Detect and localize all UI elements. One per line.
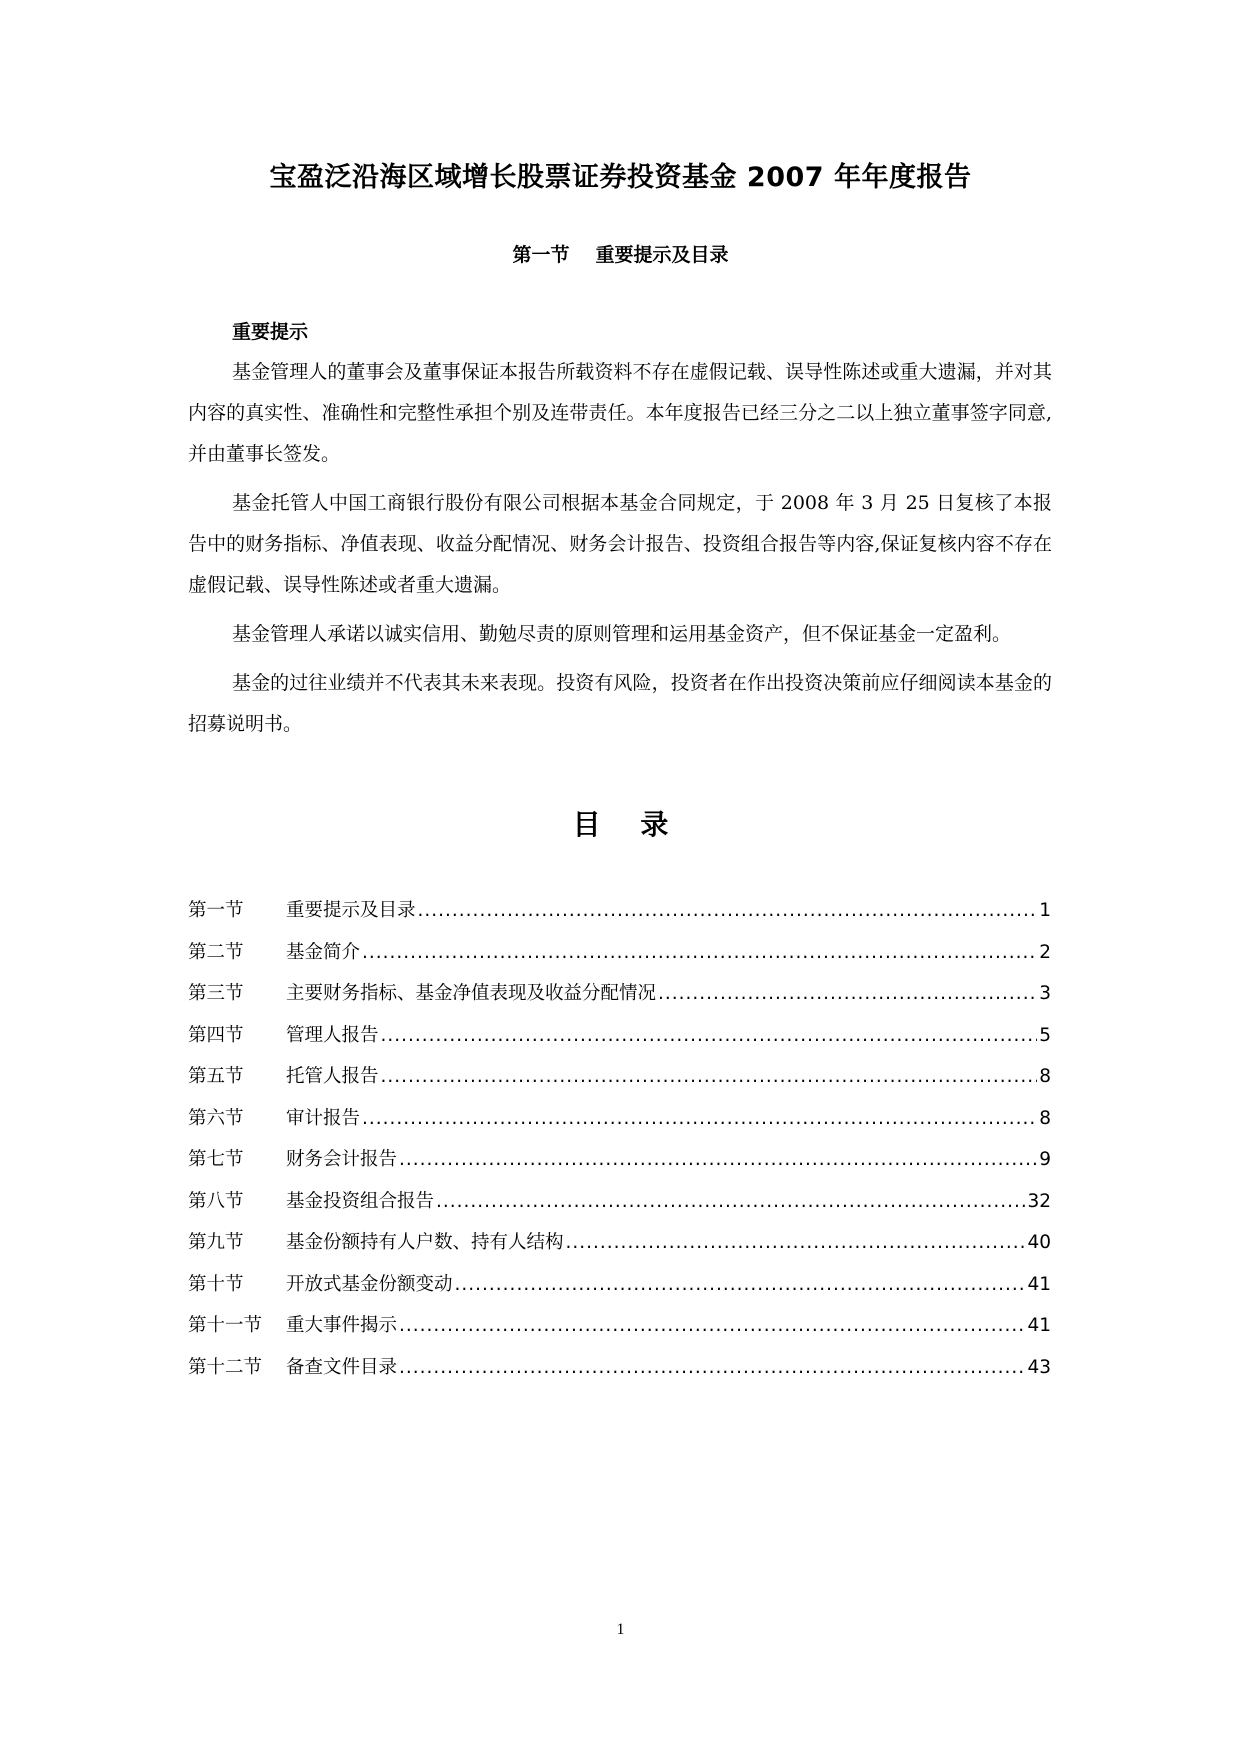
notice-paragraph: 基金管理人承诺以诚实信用、勤勉尽责的原则管理和运用基金资产，但不保证基金一定盈利。: [232, 623, 1012, 645]
section-heading-number: 第一节: [512, 244, 570, 266]
toc-section-title: 主要财务指标、基金净值表现及收益分配情况: [286, 983, 657, 1004]
section-heading-name: 重要提示及目录: [595, 244, 729, 266]
toc-section-number: 第八节: [188, 1190, 244, 1212]
toc-entry[interactable]: [188, 938, 1051, 980]
toc-section-number: 第六节: [188, 1107, 244, 1129]
toc-entry[interactable]: [188, 1104, 1051, 1146]
toc-entry[interactable]: [188, 1311, 1051, 1353]
toc-entry[interactable]: [188, 1062, 1051, 1104]
toc-section-title: 重大事件揭示: [286, 1315, 398, 1336]
toc-page-number: 1: [1039, 900, 1051, 921]
notice-paragraph: 基金的过往业绩并不代表其未来表现。投资有风险，投资者在作出投资决策前应仔细阅读本基金的招募说明书。: [188, 672, 1052, 735]
toc-section-number: 第九节: [188, 1232, 244, 1253]
toc-entry[interactable]: [188, 1270, 1051, 1312]
notice-body: [188, 352, 1052, 753]
toc-entry[interactable]: [188, 979, 1051, 1021]
notice-heading: 重要提示: [232, 321, 309, 343]
toc-page-number: 41: [1027, 1315, 1051, 1336]
toc-page-number: 8: [1039, 1107, 1051, 1129]
toc-section-title: 财务会计报告: [286, 1149, 398, 1170]
toc-section-number: 第十二节: [188, 1356, 263, 1378]
toc-leader-dots: [436, 1191, 1025, 1212]
toc-leader-dots: [381, 1025, 1038, 1046]
notice-paragraph: 基金托管人中国工商银行股份有限公司根据本基金合同规定，于 2008 年 3 月 25 日复核了本报告中的财务指标、净值表现、收益分配情况、财务会计报告、投资组合报告等内容,保证复核内容不存在虚假记载、误导性陈述或者重大遗漏。: [188, 492, 1052, 596]
toc-page-number: 43: [1027, 1356, 1051, 1378]
toc-section-title: 审计报告: [286, 1107, 361, 1129]
table-of-contents: [188, 896, 1051, 1394]
toc-section-number: 第五节: [188, 1066, 244, 1087]
toc-page-number: 41: [1027, 1273, 1051, 1295]
toc-entry[interactable]: [188, 1228, 1051, 1270]
document-title: 宝盈泛沿海区域增长股票证券投资基金 2007 年年度报告: [269, 162, 972, 193]
toc-page-number: 40: [1027, 1232, 1051, 1253]
toc-leader-dots: [399, 1149, 1037, 1170]
toc-section-title: 基金投资组合报告: [286, 1190, 435, 1212]
toc-leader-dots: [566, 1232, 1026, 1253]
toc-section-number: 第三节: [188, 983, 244, 1004]
section-heading: [0, 240, 1241, 267]
toc-page-number: 3: [1039, 983, 1051, 1004]
toc-section-number: 第二节: [188, 941, 244, 963]
toc-entry[interactable]: [188, 1353, 1051, 1395]
toc-section-number: 第十一节: [188, 1315, 263, 1336]
toc-entry[interactable]: [188, 896, 1051, 938]
toc-leader-dots: [381, 1066, 1038, 1087]
toc-section-title: 基金简介: [286, 941, 361, 963]
toc-section-title: 托管人报告: [286, 1066, 379, 1087]
notice-paragraph: 基金管理人的董事会及董事保证本报告所载资料不存在虚假记载、误导性陈述或重大遗漏，并对其内容的真实性、准确性和完整性承担个别及连带责任。本年度报告已经三分之二以上独立董事签字同意,并由董事长签发。: [188, 361, 1052, 465]
toc-page-number: 9: [1039, 1149, 1051, 1170]
toc-leader-dots: [362, 1108, 1037, 1129]
toc-heading: 目 录: [572, 808, 669, 841]
toc-section-title: 管理人报告: [286, 1024, 379, 1046]
toc-section-number: 第七节: [188, 1149, 244, 1170]
toc-entry[interactable]: [188, 1021, 1051, 1063]
toc-page-number: 5: [1039, 1024, 1051, 1046]
page-number: 1: [616, 1621, 625, 1638]
toc-section-number: 第一节: [188, 900, 244, 921]
toc-section-title: 备查文件目录: [286, 1356, 398, 1378]
toc-section-title: 开放式基金份额变动: [286, 1273, 453, 1295]
toc-page-number: 8: [1039, 1066, 1051, 1087]
toc-leader-dots: [362, 942, 1037, 963]
toc-leader-dots: [418, 900, 1038, 921]
toc-section-title: 重要提示及目录: [286, 900, 416, 921]
toc-leader-dots: [399, 1315, 1025, 1336]
toc-page-number: 32: [1027, 1190, 1051, 1212]
toc-page-number: 2: [1039, 941, 1051, 963]
toc-entry[interactable]: [188, 1145, 1051, 1187]
toc-section-number: 第四节: [188, 1024, 244, 1046]
toc-leader-dots: [399, 1357, 1025, 1378]
toc-entry[interactable]: [188, 1187, 1051, 1229]
toc-leader-dots: [658, 983, 1037, 1004]
toc-section-title: 基金份额持有人户数、持有人结构: [286, 1232, 564, 1253]
toc-leader-dots: [455, 1274, 1026, 1295]
toc-section-number: 第十节: [188, 1273, 244, 1295]
